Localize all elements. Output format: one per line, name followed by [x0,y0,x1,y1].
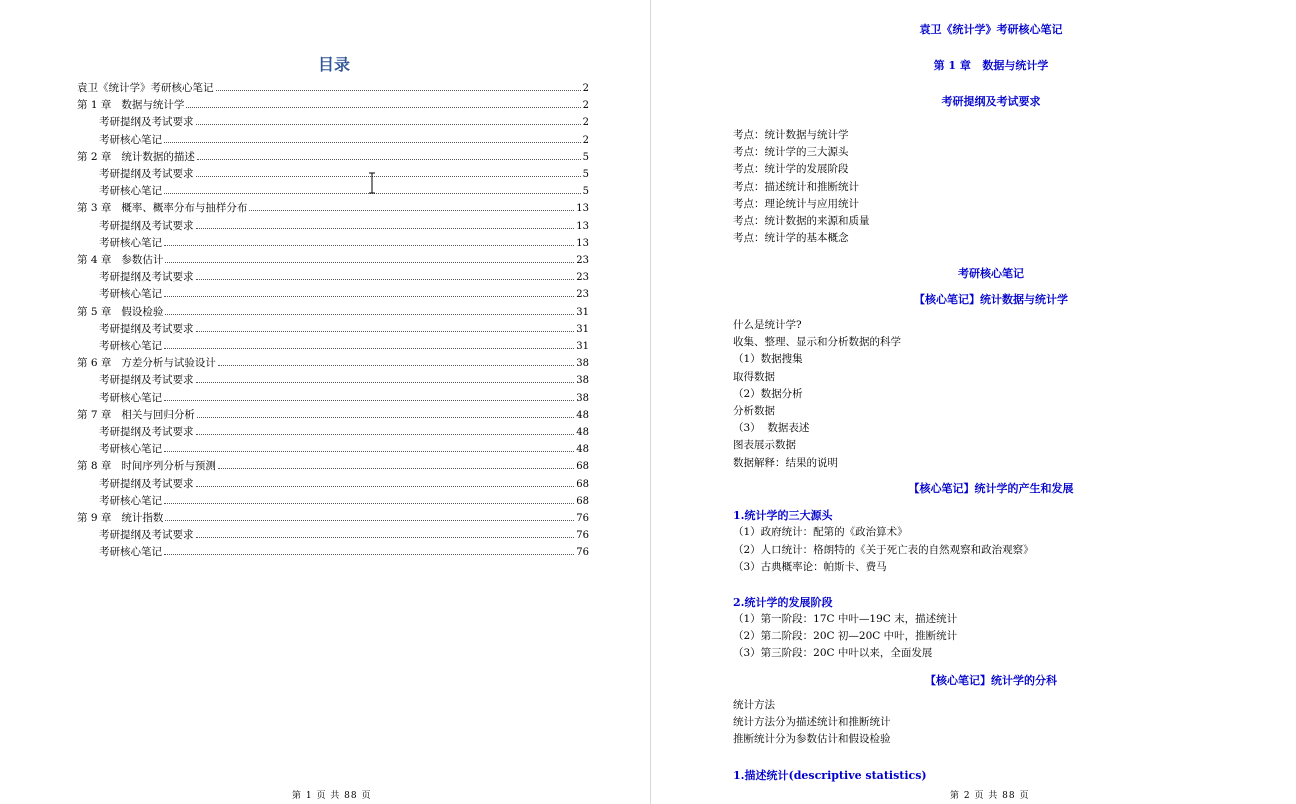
toc-row[interactable] [77,200,589,217]
toc-row-page: 76 [576,530,589,542]
toc-leader-dots [165,519,574,521]
toc-row[interactable] [99,527,589,544]
text-line: 考点：统计数据的来源和质量 [733,215,870,227]
toc-leader-dots [216,89,581,91]
section2-heading: 【核心笔记】统计学的产生和发展 [908,482,1074,495]
toc-row-label: 考研核心笔记 [99,546,162,559]
toc-leader-dots [164,553,574,555]
toc-leader-dots [249,209,574,211]
toc-row-label: 考研提纲及考试要求 [99,219,194,232]
toc-row-label: 考研核心笔记 [99,340,162,352]
toc-row[interactable] [99,338,589,355]
toc-row-label: 第 7 章 相关与回归分析 [77,408,195,421]
toc-row-label: 考研核心笔记 [99,288,162,301]
toc-row[interactable] [99,424,589,441]
toc-row-page: 48 [576,444,589,456]
toc-row-label: 考研核心笔记 [99,133,162,146]
text-cursor-icon [368,172,376,194]
toc-row-label: 考研核心笔记 [99,443,162,456]
toc-row-page: 2 [582,134,589,146]
toc-row-label: 考研提纲及考试要求 [99,322,194,335]
toc-row-page: 38 [576,392,589,404]
text-line: （3）古典概率论：帕斯卡、费马 [733,561,887,574]
toc-leader-dots [218,364,574,366]
toc-leader-dots [196,123,581,125]
toc-row[interactable] [77,407,589,424]
book-title: 袁卫《统计学》考研核心笔记 [919,23,1063,36]
toc-row[interactable] [99,441,589,458]
toc-leader-dots [196,433,575,435]
text-line: 收集、整理、显示和分析数据的科学 [733,336,901,349]
toc-row[interactable] [99,166,589,183]
toc-row-label: 考研核心笔记 [99,185,162,198]
toc-row-label: 考研核心笔记 [99,494,162,507]
toc-row-label: 考研提纲及考试要求 [99,426,194,438]
text-line: 考点：统计学的基本概念 [733,232,849,245]
toc-row[interactable] [99,269,589,286]
toc-row[interactable] [99,235,589,252]
toc-row-page: 48 [576,409,589,421]
toc-leader-dots [196,330,575,332]
toc-leader-dots [197,158,581,160]
page-footer-left: 第 1 页 共 88 页 [292,791,372,801]
toc-row-label: 考研提纲及考试要求 [99,374,194,387]
toc-row[interactable] [99,372,589,389]
section3-heading: 【核心笔记】统计学的分科 [925,674,1057,687]
toc-row[interactable] [77,252,589,269]
page-footer-right: 第 2 页 共 88 页 [950,791,1030,801]
toc-row-page: 5 [582,151,589,163]
toc-row-label: 考研提纲及考试要求 [99,116,194,129]
page-divider [650,0,651,804]
toc-leader-dots [196,227,575,229]
text-line: （2）数据分析 [733,387,803,400]
text-line: 取得数据 [733,370,775,383]
sub1-heading: 1.统计学的三大源头 [733,509,833,522]
text-line: 统计方法分为描述统计和推断统计 [733,716,891,729]
toc-row[interactable] [99,321,589,338]
text-line: （1）政府统计：配第的《政治算术》 [733,526,908,538]
toc-leader-dots [164,141,581,143]
toc-row-label: 考研提纲及考试要求 [99,477,194,490]
toc-row-page: 5 [582,186,589,198]
text-line: 数据解释：结果的说明 [733,456,838,469]
toc-row-label: 第 6 章 方差分析与试验设计 [77,357,216,370]
toc-row[interactable] [77,510,589,527]
toc-row-label: 考研核心笔记 [99,391,162,404]
toc-leader-dots [196,381,575,383]
text-line: （1）第一阶段：17C 中叶—19C 末，描述统计 [733,613,958,625]
text-line: 分析数据 [733,405,775,417]
toc-leader-dots [165,261,574,263]
toc-leader-dots [196,175,581,177]
toc-row-page: 23 [576,255,589,266]
toc-row-page: 5 [582,169,589,180]
sub2-heading: 2.统计学的发展阶段 [733,596,833,609]
toc-row-page: 68 [576,478,589,490]
toc-row-label: 第 5 章 假设检验 [77,305,164,318]
toc-row-page: 13 [576,237,589,249]
text-line: 考点：统计学的三大源头 [733,146,849,159]
outline-heading: 考研提纲及考试要求 [941,95,1041,108]
text-line: 考点：描述统计和推断统计 [733,180,859,193]
toc-row-page: 13 [576,203,589,215]
section1-heading: 【核心笔记】统计数据与统计学 [914,293,1068,306]
toc-row[interactable] [77,149,589,166]
toc-leader-dots [164,450,574,452]
toc-row-page: 2 [582,100,589,112]
toc-row-label: 考研核心笔记 [99,236,162,249]
text-line: （3）第三阶段：20C 中叶以来，全面发展 [733,647,933,660]
sub3-heading: 1.描述统计(descriptive statistics) [733,769,927,782]
toc-leader-dots [196,278,575,280]
toc-row-label: 第 4 章 参数估计 [77,254,164,266]
text-line: 考点：统计数据与统计学 [733,129,849,141]
text-line: （2）人口统计：格朗特的《关于死亡表的自然观察和政治观察》 [733,543,1034,556]
toc-row-label: 第 1 章 数据与统计学 [77,99,185,112]
toc-leader-dots [164,295,574,297]
toc-row[interactable] [99,132,589,149]
text-line: 统计方法 [733,699,775,711]
toc-row[interactable] [99,218,589,235]
toc-row-page: 31 [576,341,589,352]
notes-heading: 考研核心笔记 [958,267,1024,280]
text-line: （3） 数据表述 [733,422,810,435]
toc-leader-dots [164,502,574,504]
toc-leader-dots [164,399,574,401]
toc-row-page: 48 [576,427,589,438]
text-line: 考点：理论统计与应用统计 [733,197,859,210]
toc-row-page: 68 [576,495,589,507]
chapter-title: 第 1 章 数据与统计学 [933,59,1049,72]
toc-row-page: 13 [576,220,589,232]
toc-row[interactable] [77,458,589,475]
toc-row[interactable] [99,493,589,510]
toc-row-page: 2 [582,117,589,129]
toc-row-label: 第 8 章 时间序列分析与预测 [77,460,216,473]
toc-row-page: 68 [576,461,589,473]
text-line: 考点：统计学的发展阶段 [733,163,849,176]
toc-row-label: 考研提纲及考试要求 [99,168,194,180]
toc-row-page: 38 [576,358,589,370]
toc-row-page: 76 [576,513,589,524]
toc-row[interactable] [99,183,589,200]
toc-row-label: 第 2 章 统计数据的描述 [77,150,195,163]
toc-row-page: 23 [576,289,589,301]
toc-row[interactable] [99,286,589,303]
toc-leader-dots [165,313,574,315]
toc-row-label: 袁卫《统计学》考研核心笔记 [77,82,214,94]
toc-row-page: 31 [576,306,589,318]
toc-leader-dots [197,416,574,418]
toc-row[interactable] [77,304,589,321]
toc-leader-dots [186,106,580,108]
toc-row[interactable] [77,97,589,114]
toc-row-page: 23 [576,272,589,284]
toc-row-page: 2 [582,83,589,94]
text-line: （2）第二阶段：20C 初—20C 中叶，推断统计 [733,630,958,643]
toc-row[interactable] [77,80,589,97]
text-line: 推断统计分为参数估计和假设检验 [733,733,891,746]
toc-leader-dots [196,536,575,538]
toc-leader-dots [164,244,574,246]
text-line: 图表展示数据 [733,439,796,452]
toc-row-page: 31 [576,323,589,335]
toc-row-label: 考研提纲及考试要求 [99,529,194,542]
toc-row-label: 第 3 章 概率、概率分布与抽样分布 [77,202,248,215]
toc-row-label: 考研提纲及考试要求 [99,271,194,284]
toc-row-page: 76 [576,547,589,559]
text-line: 什么是统计学? [733,319,802,331]
toc-row-page: 38 [576,375,589,387]
toc-row[interactable] [99,114,589,131]
toc-row[interactable] [99,390,589,407]
toc-leader-dots [196,485,575,487]
toc-row[interactable] [99,476,589,493]
toc-title: 目录 [317,55,350,74]
text-line: （1）数据搜集 [733,353,803,366]
toc-leader-dots [218,467,574,469]
toc-row[interactable] [77,355,589,372]
toc-leader-dots [164,347,574,349]
toc-row[interactable] [99,544,589,561]
toc-row-label: 第 9 章 统计指数 [77,512,164,524]
